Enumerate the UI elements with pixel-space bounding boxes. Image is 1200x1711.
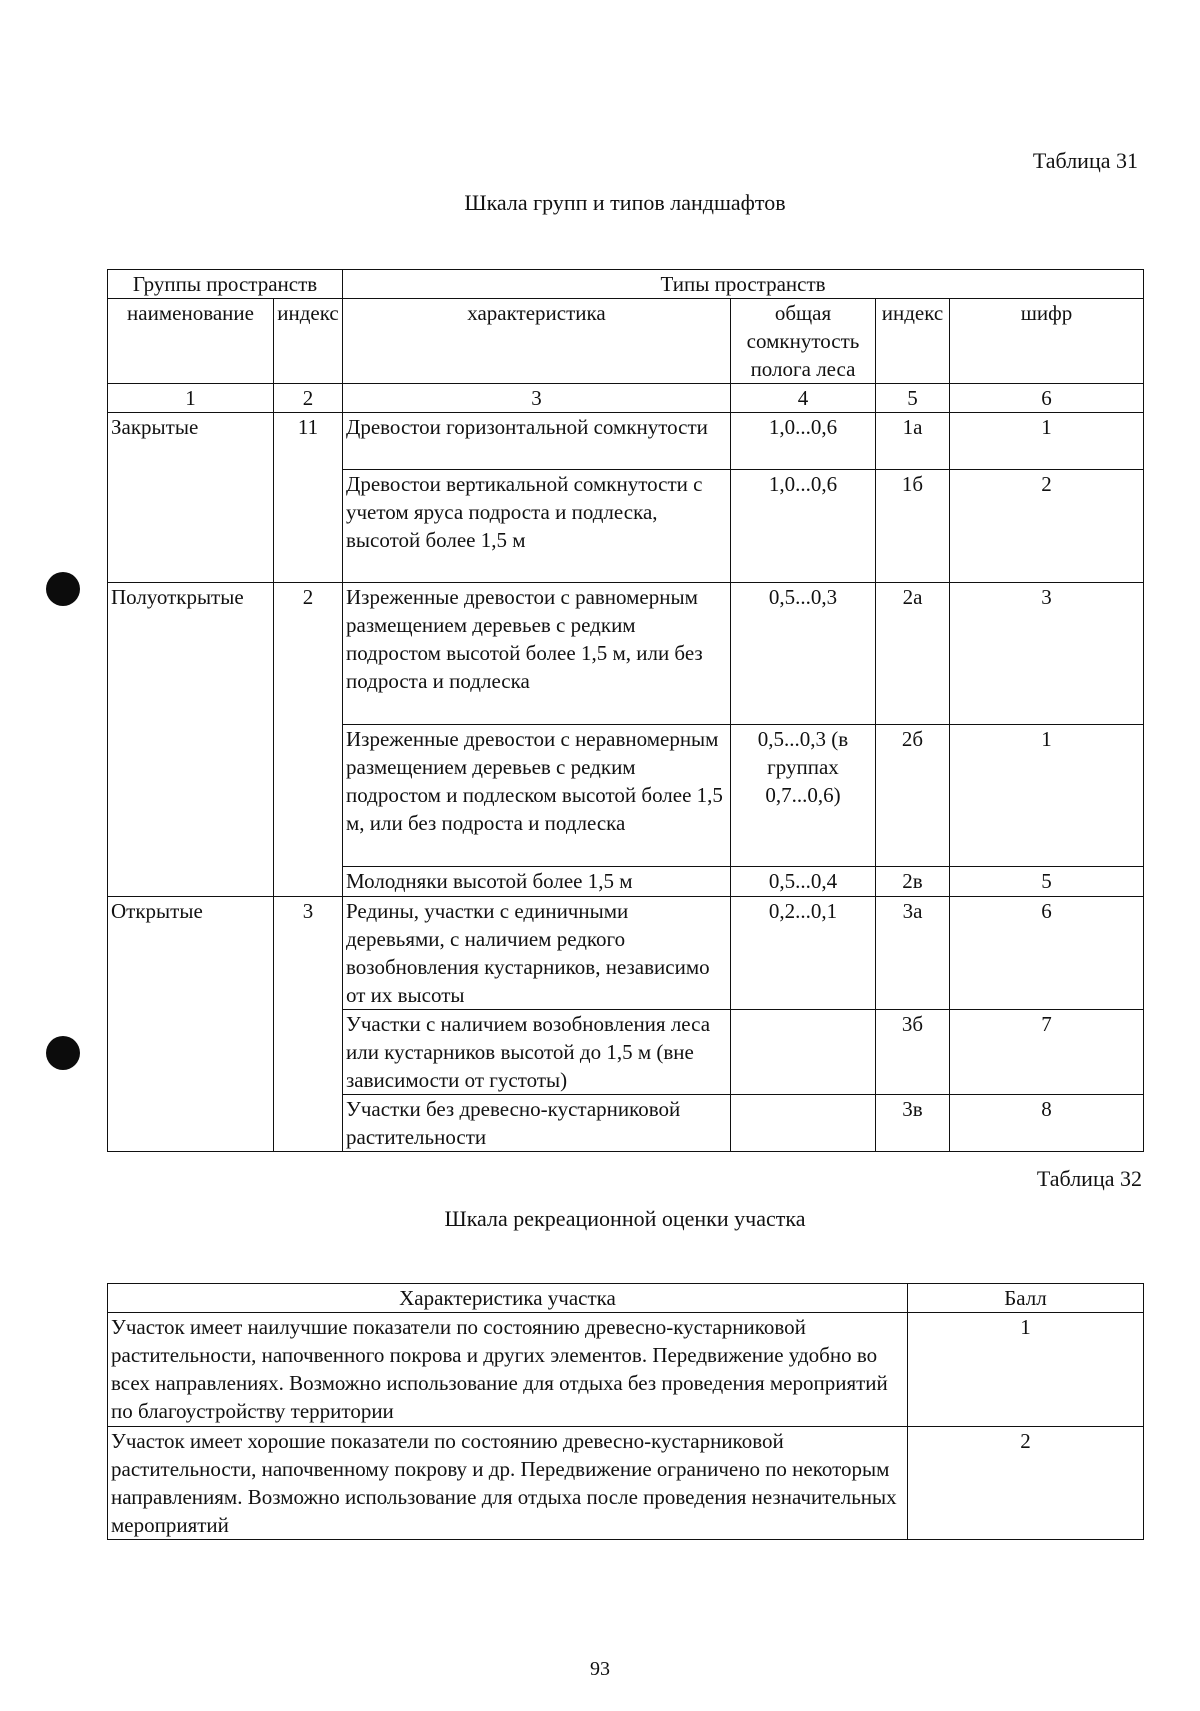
group-name: Закрытые <box>108 413 274 583</box>
type-code: 2 <box>950 470 1144 583</box>
type-characteristic: Изреженные древостои с неравномерным размещением деревьев с редким подростом и подлеском высотой более 1,5 м, или без подроста и подлеска <box>343 725 731 867</box>
type-density: 0,5...0,4 <box>731 867 876 897</box>
header-type-index: индекс <box>876 299 950 384</box>
column-numbers-row <box>108 384 1144 413</box>
page-number: 93 <box>590 1658 610 1680</box>
group-index: 2 <box>274 583 343 897</box>
header-types: Типы пространств <box>343 270 1144 299</box>
header-groups: Группы пространств <box>108 270 343 299</box>
type-code: 6 <box>950 897 1144 1010</box>
column-number: 5 <box>876 384 950 413</box>
header-index: индекс <box>274 299 343 384</box>
site-score: 1 <box>908 1313 1144 1427</box>
type-code: 7 <box>950 1010 1144 1095</box>
type-characteristic: Молодняки высотой более 1,5 м <box>343 867 731 897</box>
table-row <box>108 1427 1144 1540</box>
column-number: 3 <box>343 384 731 413</box>
type-index: 1а <box>876 413 950 470</box>
type-code: 1 <box>950 413 1144 470</box>
binder-hole-bottom <box>46 1036 80 1070</box>
type-characteristic: Древостои горизонтальной сомкнутости <box>343 413 731 470</box>
table32-label: Таблица 32 <box>1036 1166 1142 1191</box>
type-characteristic: Участки с наличием возобновления леса или кустарников высотой до 1,5 м (вне зависимости от густоты) <box>343 1010 731 1095</box>
type-index: 3б <box>876 1010 950 1095</box>
type-index: 2б <box>876 725 950 867</box>
column-number: 4 <box>731 384 876 413</box>
table31-title: Шкала групп и типов ландшафтов <box>464 190 786 215</box>
header-code: шифр <box>950 299 1144 384</box>
type-density: 0,2...0,1 <box>731 897 876 1010</box>
landscape-scale-table <box>107 269 1144 1152</box>
group-name: Полуоткрытые <box>108 583 274 897</box>
column-number: 6 <box>950 384 1144 413</box>
group-index: 3 <box>274 897 343 1152</box>
table31-header-row-1 <box>108 270 1144 299</box>
type-density: 0,5...0,3 <box>731 583 876 725</box>
table-row <box>108 897 1144 1010</box>
site-description: Участок имеет хорошие показатели по состоянию древесно-кустарниковой растительности, напочвенному покрову и др. Передвижение ограничено по некоторым направлениям. Возможно использование для отдыха после проведения незначительных мероприятий <box>108 1427 908 1540</box>
type-density: 0,5...0,3 (в группах 0,7...0,6) <box>731 725 876 867</box>
type-index: 2в <box>876 867 950 897</box>
binder-hole-top <box>46 572 80 606</box>
group-name: Открытые <box>108 897 274 1152</box>
column-number: 1 <box>108 384 274 413</box>
type-code: 5 <box>950 867 1144 897</box>
type-density <box>731 1010 876 1095</box>
header-score: Балл <box>908 1284 1144 1313</box>
table-row <box>108 1313 1144 1427</box>
table-row <box>108 583 1144 725</box>
table31-label: Таблица 31 <box>1032 148 1138 173</box>
type-density: 1,0...0,6 <box>731 413 876 470</box>
type-density: 1,0...0,6 <box>731 470 876 583</box>
table31-header-row-2 <box>108 299 1144 384</box>
site-description: Участок имеет наилучшие показатели по состоянию древесно-кустарниковой растительности, напочвенного покрова и других элементов. Передвижение удобно во всех направлениях. Возможно использование для отдыха без проведения мероприятий по благоустройству территории <box>108 1313 908 1427</box>
header-name: наименование <box>108 299 274 384</box>
type-density <box>731 1095 876 1152</box>
recreation-score-table <box>107 1283 1144 1540</box>
header-characteristic: характеристика <box>343 299 731 384</box>
header-density: общая сомкнутость полога леса <box>731 299 876 384</box>
header-site-characteristic: Характеристика участка <box>108 1284 908 1313</box>
table-row <box>108 413 1144 470</box>
type-characteristic: Древостои вертикальной сомкнутости с учетом яруса подроста и подлеска, высотой более 1,5 м <box>343 470 731 583</box>
type-characteristic: Участки без древесно-кустарниковой растительности <box>343 1095 731 1152</box>
column-number: 2 <box>274 384 343 413</box>
table32-header-row <box>108 1284 1144 1313</box>
type-index: 1б <box>876 470 950 583</box>
type-code: 8 <box>950 1095 1144 1152</box>
type-code: 3 <box>950 583 1144 725</box>
table32-title: Шкала рекреационной оценки участка <box>444 1206 806 1231</box>
group-index: 11 <box>274 413 343 583</box>
type-characteristic: Изреженные древостои с равномерным размещением деревьев с редким подростом высотой более 1,5 м, или без подроста и подлеска <box>343 583 731 725</box>
type-code: 1 <box>950 725 1144 867</box>
site-score: 2 <box>908 1427 1144 1540</box>
type-characteristic: Редины, участки с единичными деревьями, с наличием редкого возобновления кустарников, независимо от их высоты <box>343 897 731 1010</box>
type-index: 3а <box>876 897 950 1010</box>
type-index: 2а <box>876 583 950 725</box>
type-index: 3в <box>876 1095 950 1152</box>
